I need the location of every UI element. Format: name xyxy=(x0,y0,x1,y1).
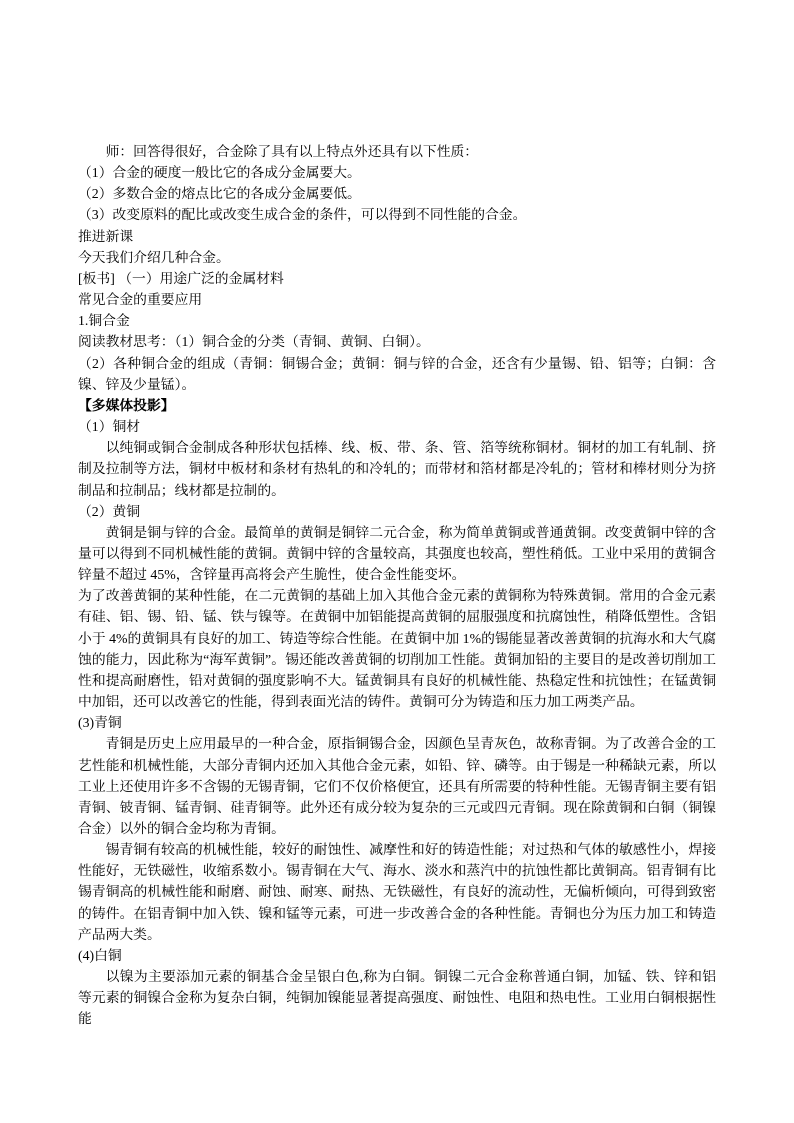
cupronickel-paragraph: 以镍为主要添加元素的铜基合金呈银白色,称为白铜。铜镍二元合金称普通白铜，加锰、铁、锌和铝等元素的铜镍合金称为复杂白铜，纯铜加镍能显著提高强度、耐蚀性、电阻和热电性。工业用白铜根据性能 xyxy=(78,969,716,1027)
brass-heading: （2）黄铜 xyxy=(78,503,141,519)
brass-paragraph-2: 为了改善黄铜的某种性能，在二元黄铜的基础上加入其他合金元素的黄铜称为特殊黄铜。常用的合金元素有硅、铝、锡、铅、锰、铁与镍等。在黄铜中加铝能提高黄铜的屈服强度和抗腐蚀性，稍降低塑性。含铝小于 4%的黄铜具有良好的加工、铸造等综合性能。在黄铜中加 1%的锡能显著改善黄铜的抗海水和大气腐蚀的能力，因此称为“海军黄铜”。锡还能改善黄铜的切削加工性能。黄铜加铅的主要目的是改善切削加工性和提高耐磨性，铅对黄铜的强度影响不大。锰黄铜具有良好的机械性能、热稳定性和抗蚀性；在锰黄铜中加铝，还可以改善它的性能，得到表面光洁的铸件。黄铜可分为铸造和压力加工两类产品。 xyxy=(78,588,716,710)
board-note: [板书] （一）用途广泛的金属材料 xyxy=(78,270,284,286)
copper-material-paragraph: 以纯铜或铜合金制成各种形状包括棒、线、板、带、条、管、箔等统称铜材。铜材的加工有轧制、挤制及拉制等方法，铜材中板材和条材有热轧的和冷轧的；而带材和箔材都是冷轧的；管材和棒材则分为挤制品和拉制品；线材都是拉制的。 xyxy=(78,440,716,498)
bronze-paragraph-2: 锡青铜有较高的机械性能，较好的耐蚀性、减摩性和好的铸造性能；对过热和气体的敏感性小，焊接性能好，无铁磁性，收缩系数小。锡青铜在大气、海水、淡水和蒸汽中的抗蚀性都比黄铜高。铝青铜有比锡青铜高的机械性能和耐磨、耐蚀、耐寒、耐热、无铁磁性，有良好的流动性，无偏析倾向，可得到致密的铸件。在铝青铜中加入铁、镍和锰等元素，可进一步改善合金的各种性能。青铜也分为压力加工和铸造产品两大类。 xyxy=(78,842,716,942)
brass-paragraph-1: 黄铜是铜与锌的合金。最简单的黄铜是铜锌二元合金，称为简单黄铜或普通黄铜。改变黄铜中锌的含量可以得到不同机械性能的黄铜。黄铜中锌的含量较高，其强度也较高，塑性稍低。工业中采用的黄铜含锌量不超过 45%，含锌量再高将会产生脆性，使合金性能变坏。 xyxy=(78,524,716,583)
teacher-remark: 师：回答得很好，合金除了具有以上特点外还具有以下性质： xyxy=(105,144,479,159)
alloy-property-1: （1）合金的硬度一般比它的各成分金属要大。 xyxy=(78,165,361,181)
copper-material-heading: （1）铜材 xyxy=(78,419,141,435)
bronze-paragraph-1: 青铜是历史上应用最早的一种合金，原指铜锡合金，因颜色呈青灰色，故称青铜。为了改善合金的工艺性能和机械性能，大部分青铜内还加入其他合金元素，如铅、锌、磷等。由于锡是一种稀缺元素，所以工业上还使用许多不含锡的无锡青铜，它们不仅价格便宜，还具有所需要的特种性能。无锡青铜主要有铝青铜、铍青铜、锰青铜、硅青铜等。此外还有成分较为复杂的三元或四元青铜。现在除黄铜和白铜（铜镍合金）以外的铜合金均称为青铜。 xyxy=(78,736,716,836)
document-page xyxy=(78,141,716,1030)
copper-alloy-heading: 1.铜合金 xyxy=(78,313,130,329)
alloy-property-2: （2）多数合金的熔点比它的各成分金属要低。 xyxy=(78,186,361,202)
intro-sentence: 今天我们介绍几种合金。 xyxy=(78,249,230,265)
cupronickel-heading: (4)白铜 xyxy=(78,947,122,963)
reading-question-1: 阅读教材思考：（1）铜合金的分类（青铜、黄铜、白铜）。 xyxy=(78,334,430,350)
multimedia-label: 【多媒体投影】 xyxy=(78,397,175,413)
new-lesson-heading: 推进新课 xyxy=(78,228,134,244)
topic-heading: 常见合金的重要应用 xyxy=(78,292,203,308)
alloy-property-3: （3）改变原料的配比或改变生成合金的条件，可以得到不同性能的合金。 xyxy=(78,207,527,223)
bronze-heading: (3)青铜 xyxy=(78,715,122,731)
reading-question-2: （2）各种铜合金的组成（青铜：铜锡合金；黄铜：铜与锌的合金，还含有少量锡、铅、铝等；白铜：含镍、锌及少量锰）。 xyxy=(78,355,716,392)
